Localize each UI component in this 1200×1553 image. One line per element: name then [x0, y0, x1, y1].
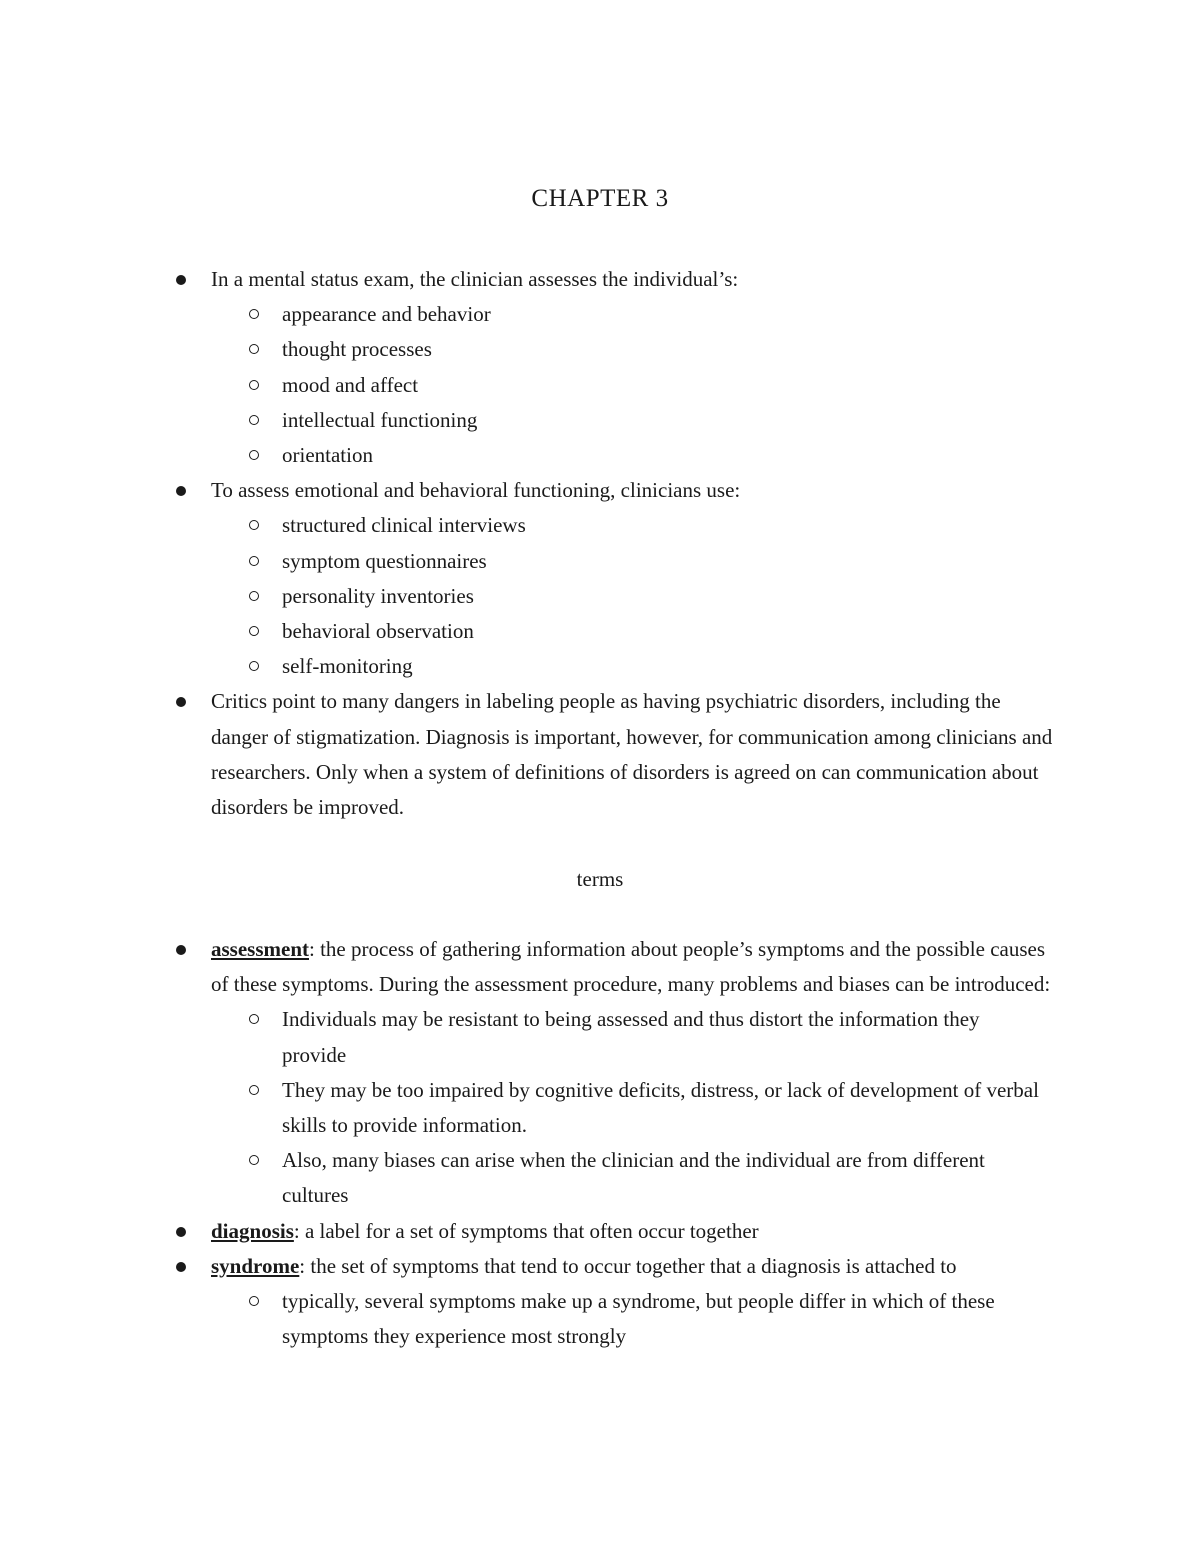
list-item-text: Critics point to many dangers in labeling people as having psychiatric disorders, including the danger of stigmatization. Diagnosis is important, however, for communication among clinicians and researchers. Only when a system of definitions of disorders is agreed on can communication about disorders be improved.: [211, 689, 1053, 820]
term-label: assessment: [211, 937, 309, 961]
list-item: [0, 332, 1200, 367]
hollow-bullet-icon: [249, 1296, 259, 1306]
chapter-title: CHAPTER 3: [531, 185, 669, 212]
list-item-text: typically, several symptoms make up a syndrome, but people differ in which of these symptoms they experience most strongly: [282, 1289, 995, 1349]
list-item: [0, 403, 1200, 438]
term-item-assessment: [0, 932, 1200, 1002]
list-item: [0, 614, 1200, 649]
list-item: [0, 438, 1200, 473]
term-definition: : the process of gathering information about people’s symptoms and the possible causes of these symptoms. During the assessment procedure, many problems and biases can be introduced:: [211, 937, 1051, 997]
list-item-text: behavioral observation: [282, 619, 474, 644]
bullet-icon: [176, 1262, 186, 1272]
bullet-icon: [176, 945, 186, 955]
list-item: [0, 684, 1200, 825]
hollow-bullet-icon: [249, 1085, 259, 1095]
list-item-text: personality inventories: [282, 583, 474, 608]
term-definition: : a label for a set of symptoms that often occur together: [293, 1218, 759, 1243]
hollow-bullet-icon: [249, 556, 259, 566]
term-label: diagnosis: [211, 1218, 294, 1243]
hollow-bullet-icon: [249, 309, 259, 319]
list-item: [0, 579, 1200, 614]
list-item-text: symptom questionnaires: [282, 548, 487, 573]
list-item-text: structured clinical interviews: [282, 513, 526, 538]
hollow-bullet-icon: [249, 380, 259, 390]
list-item: [0, 508, 1200, 543]
list-item: [0, 297, 1200, 332]
list-item-text: self-monitoring: [282, 654, 413, 679]
list-item-text: appearance and behavior: [282, 302, 491, 327]
hollow-bullet-icon: [249, 520, 259, 530]
list-item-text: To assess emotional and behavioral functioning, clinicians use:: [211, 478, 741, 503]
list-item-text: orientation: [282, 443, 373, 468]
terms-list: [0, 932, 1200, 1354]
bullet-icon: [176, 1227, 186, 1237]
term-item-syndrome: [0, 1249, 1200, 1284]
chapter-summary-list: [0, 262, 1200, 825]
terms-heading: terms: [576, 867, 624, 891]
bullet-icon: [176, 275, 186, 285]
list-item: [0, 1284, 1200, 1354]
hollow-bullet-icon: [249, 450, 259, 460]
list-item-text: They may be too impaired by cognitive deficits, distress, or lack of development of verbal skills to provide information.: [282, 1077, 1039, 1138]
term-label: syndrome: [211, 1253, 300, 1278]
hollow-bullet-icon: [249, 626, 259, 636]
hollow-bullet-icon: [249, 415, 259, 425]
bullet-icon: [176, 486, 186, 496]
list-item-text: intellectual functioning: [282, 407, 478, 432]
list-item: [0, 1143, 1200, 1213]
hollow-bullet-icon: [249, 661, 259, 671]
term-definition: : the set of symptoms that tend to occur together that a diagnosis is attached to: [299, 1253, 957, 1278]
hollow-bullet-icon: [249, 344, 259, 354]
list-item-text: Also, many biases can arise when the clinician and the individual are from different cultures: [282, 1148, 985, 1208]
hollow-bullet-icon: [249, 1155, 259, 1165]
bullet-icon: [176, 697, 186, 707]
list-item-text: In a mental status exam, the clinician assesses the individual’s:: [211, 267, 739, 291]
list-item-text: Individuals may be resistant to being assessed and thus distort the information they provide: [282, 1007, 980, 1067]
hollow-bullet-icon: [249, 1014, 259, 1024]
list-item-text: thought processes: [282, 337, 432, 362]
hollow-bullet-icon: [249, 591, 259, 601]
list-item: [0, 544, 1200, 579]
list-item: [0, 1002, 1200, 1072]
list-item-text: mood and affect: [282, 372, 419, 397]
term-item-diagnosis: [0, 1214, 1200, 1249]
list-item: [0, 368, 1200, 403]
list-item: [0, 1073, 1200, 1143]
list-item: [0, 649, 1200, 684]
list-item: [0, 473, 1200, 508]
list-item: [0, 262, 1200, 297]
